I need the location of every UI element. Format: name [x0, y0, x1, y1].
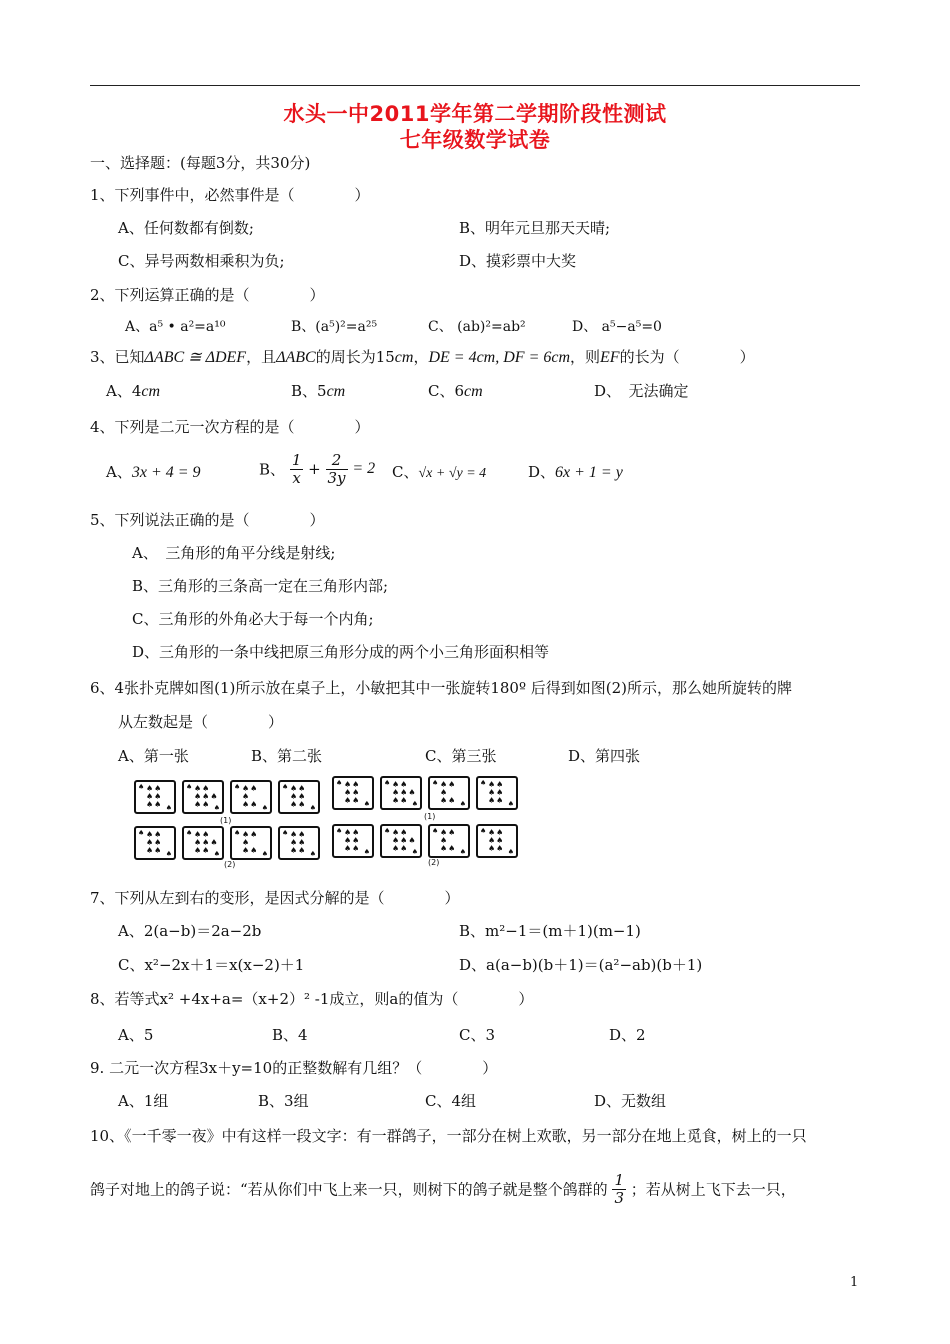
- q3-stem-end: 的长为（ ）: [619, 348, 755, 366]
- q3-congruence: ΔABC ≅ ΔDEF: [144, 349, 247, 366]
- q3-option-b: B、5cm: [291, 382, 346, 400]
- q3-option-d: D、 无法确定: [594, 382, 689, 400]
- q9-option-b: B、3组: [258, 1092, 309, 1110]
- q10-line1: 10、《一千零一夜》中有这样一段文字：有一群鸽子，一部分在树上欢歌，另一部分在地上觅食，树上的一只: [90, 1127, 807, 1145]
- figure-1b-cards: [332, 776, 518, 810]
- figure-1-label: (1): [220, 816, 232, 825]
- playing-card: ♠ ♠♠ ♠♠♠ ♠♠ ♠: [380, 824, 422, 858]
- q2-option-c: C、 (ab)²=ab²: [428, 319, 526, 335]
- q6-option-a: A、第一张: [118, 747, 189, 765]
- figure-1b-label: (1): [424, 812, 436, 821]
- figure-2b-label: (2): [428, 858, 440, 867]
- playing-card: ♠ ♠♠ ♠♠ ♠♠ ♠: [476, 776, 518, 810]
- q9-option-a: A、1组: [118, 1092, 169, 1110]
- q4-option-a: A、3x + 4 = 9: [106, 463, 201, 481]
- section-heading: 一、选择题：(每题3分，共30分): [90, 154, 311, 172]
- q3-stem-then: ，则: [570, 348, 601, 366]
- q5-option-a: A、 三角形的角平分线是射线;: [132, 544, 336, 562]
- playing-card: ♠ ♠♠ ♠ ♠♠ ♠: [428, 824, 470, 858]
- playing-card: ♠ ♠♠ ♠♠ ♠♠ ♠: [134, 780, 176, 814]
- q3-stem: [90, 346, 755, 367]
- q9-option-d: D、无数组: [594, 1092, 667, 1110]
- q5-option-c: C、三角形的外角必大于每一个内角;: [132, 610, 374, 628]
- playing-card: ♠ ♠♠ ♠♠♠ ♠♠ ♠: [182, 826, 224, 860]
- q7-option-d: D、a(a−b)(b＋1)＝(a²−ab)(b＋1): [459, 956, 703, 974]
- q10-line2: 鸽子对地上的鸽子说：“若从你们中飞上来一只，则树下的鸽子就是整个鸽群的 $\frac{1}{3}$ ；若从树上飞下去一只，: [90, 1171, 796, 1207]
- q3-ef: EF: [600, 349, 620, 366]
- playing-card: ♠ ♠♠ ♠♠ ♠♠ ♠: [278, 780, 320, 814]
- q3-triangle: ΔABC: [276, 349, 316, 366]
- figure-2-label: (2): [224, 860, 236, 869]
- q3-option-a: A、4cm: [106, 382, 161, 400]
- exam-subtitle: 七年级数学试卷: [399, 128, 551, 152]
- q2-option-a: A、a⁵ • a²=a¹⁰: [125, 319, 226, 335]
- playing-card: ♠ ♠♠ ♠♠♠ ♠♠ ♠: [380, 776, 422, 810]
- q4-option-d: D、6x + 1 = y: [528, 463, 623, 481]
- q7-option-c: C、x²−2x＋1＝x(x−2)＋1: [118, 956, 305, 974]
- q4-frac-1: $\frac{1}{x}$: [291, 451, 302, 487]
- q7-stem: 7、下列从左到右的变形，是因式分解的是（ ）: [90, 889, 460, 907]
- q4-option-b: B、 $\frac{1}{x}$ + $\frac{2}{3y}$ = 2: [259, 451, 376, 487]
- q9-option-c: C、4组: [425, 1092, 477, 1110]
- q9-stem: 9. 二元一次方程3x＋y=10的正整数解有几组？（ ）: [90, 1059, 498, 1077]
- q8-option-d: D、2: [609, 1026, 646, 1044]
- playing-card: ♠ ♠♠ ♠♠ ♠♠ ♠: [134, 826, 176, 860]
- q4-frac-2: $\frac{2}{3y}$: [327, 451, 346, 487]
- q3-stem-mid: ，且: [246, 348, 277, 366]
- playing-card: ♠ ♠♠ ♠♠ ♠♠ ♠: [332, 776, 374, 810]
- playing-card: ♠ ♠♠ ♠♠ ♠♠ ♠: [332, 824, 374, 858]
- playing-card: ♠ ♠♠ ♠♠ ♠♠ ♠: [278, 826, 320, 860]
- q8-option-b: B、4: [272, 1026, 308, 1044]
- q6-stem-line1: 6、4张扑克牌如图(1)所示放在桌子上，小敏把其中一张旋转180º 后得到如图(2)所示，那么她所旋转的牌: [90, 679, 793, 697]
- q3-unit: cm: [394, 349, 414, 366]
- q1-option-c: C、异号两数相乘积为负;: [118, 252, 285, 270]
- q3-lengths: DE = 4cm, DF = 6cm: [428, 349, 571, 366]
- q5-stem: 5、下列说法正确的是（ ）: [90, 511, 325, 529]
- q3-stem-pre: 3、已知: [90, 348, 145, 366]
- q2-option-b: B、(a⁵)²=a²⁵: [291, 319, 378, 335]
- q1-option-d: D、摸彩票中大奖: [459, 252, 577, 270]
- playing-card: ♠ ♠♠ ♠ ♠♠ ♠: [428, 776, 470, 810]
- q5-option-d: D、三角形的一条中线把原三角形分成的两个小三角形面积相等: [132, 643, 550, 661]
- playing-card: ♠ ♠♠ ♠♠♠ ♠♠ ♠: [182, 780, 224, 814]
- page-number: 1: [850, 1275, 859, 1290]
- header-rule: [90, 85, 860, 86]
- figure-2b-cards: [332, 824, 518, 858]
- playing-card: ♠ ♠♠ ♠♠ ♠♠ ♠: [476, 824, 518, 858]
- q7-option-b: B、m²−1＝(m＋1)(m−1): [459, 922, 641, 940]
- exam-title: 水头一中2011学年第二学期阶段性测试: [283, 102, 667, 126]
- q6-stem-line2: 从左数起是（ ）: [118, 713, 284, 731]
- figure-1-cards: [134, 780, 320, 814]
- q8-stem: 8、若等式x² +4x+a=（x+2）² -1成立，则a的值为（ ）: [90, 990, 534, 1008]
- q6-option-c: C、第三张: [425, 747, 497, 765]
- figure-2-cards: [134, 826, 320, 860]
- q6-option-b: B、第二张: [251, 747, 323, 765]
- q8-option-c: C、3: [459, 1026, 496, 1044]
- q1-option-b: B、明年元旦那天天晴;: [459, 219, 611, 237]
- q6-option-d: D、第四张: [568, 747, 641, 765]
- q2-stem: 2、下列运算正确的是（ ）: [90, 286, 325, 304]
- playing-card: ♠ ♠♠ ♠ ♠♠ ♠: [230, 826, 272, 860]
- q3-option-c: C、6cm: [428, 382, 483, 400]
- q8-option-a: A、5: [118, 1026, 154, 1044]
- q4-option-c: C、√x + √y = 4: [392, 463, 487, 481]
- q10-fraction: $\frac{1}{3}$: [614, 1171, 625, 1207]
- q1-option-a: A、任何数都有倒数;: [118, 219, 254, 237]
- q5-option-b: B、三角形的三条高一定在三角形内部;: [132, 577, 389, 595]
- q4-stem: 4、下列是二元一次方程的是（ ）: [90, 418, 370, 436]
- q7-option-a: A、2(a−b)＝2a−2b: [118, 922, 262, 940]
- q1-stem: 1、下列事件中，必然事件是（ ）: [90, 186, 370, 204]
- q2-option-d: D、 a⁵−a⁵=0: [572, 319, 662, 335]
- q3-stem-comma: ，: [413, 348, 429, 366]
- q3-stem-perimeter: 的周长为15: [315, 348, 395, 366]
- playing-card: ♠ ♠♠ ♠ ♠♠ ♠: [230, 780, 272, 814]
